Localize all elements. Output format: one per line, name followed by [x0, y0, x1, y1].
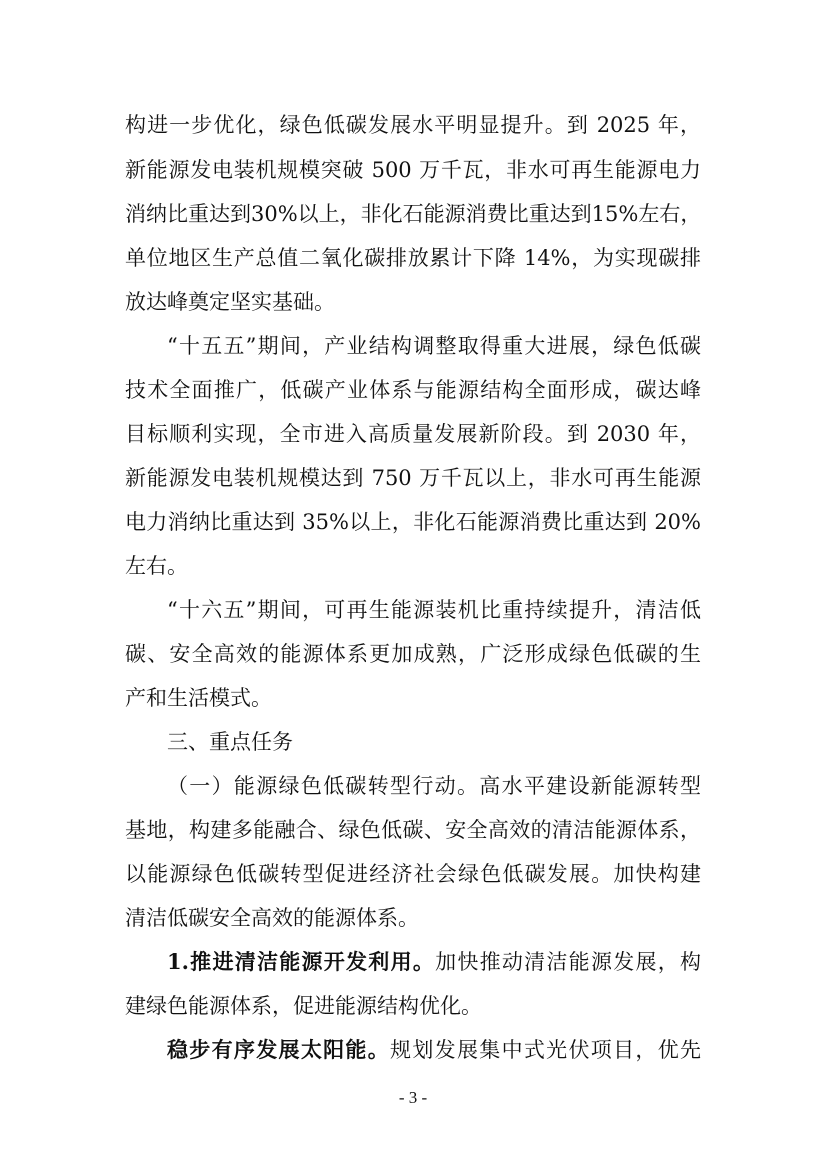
paragraph-line: 基地，构建多能融合、绿色低碳、安全高效的清洁能源体系，	[125, 818, 701, 842]
paragraph-line	[167, 1030, 701, 1070]
paragraph-line	[167, 942, 701, 982]
paragraph-line: 新能源发电装机规模突破 500 万千瓦，非水可再生能源电力	[125, 158, 701, 182]
page-number: - 3 -	[398, 1088, 428, 1107]
paragraph-line: “十五五”期间，产业结构调整取得重大进展，绿色低碳	[167, 334, 701, 358]
paragraph-line: 清洁低碳安全高效的能源体系。	[125, 906, 419, 930]
paragraph-line: 单位地区生产总值二氧化碳排放累计下降 14%，为实现碳排	[125, 246, 701, 270]
paragraph-line: 消纳比重达到30%以上，非化石能源消费比重达到15%左右，	[125, 202, 701, 226]
paragraph-line: 碳、安全高效的能源体系更加成熟，广泛形成绿色低碳的生	[125, 642, 701, 666]
paragraph-line: 放达峰奠定坚实基础。	[125, 290, 335, 314]
body-text: 规划发展集中式光伏项目，优先	[390, 1038, 701, 1062]
paragraph-line: 建绿色能源体系，促进能源结构优化。	[125, 994, 482, 1018]
paragraph-line: “十六五”期间，可再生能源装机比重持续提升，清洁低	[167, 598, 701, 622]
paragraph-line: 左右。	[125, 554, 188, 578]
bold-lead-text: 1.推进清洁能源开发利用。	[167, 949, 436, 974]
paragraph-line: 构进一步优化，绿色低碳发展水平明显提升。到 2025 年，	[125, 113, 701, 137]
bold-lead-text: 稳步有序发展太阳能。	[167, 1037, 391, 1062]
paragraph-line: （一）能源绿色低碳转型行动。高水平建设新能源转型	[167, 774, 701, 798]
paragraph-line: 目标顺利实现，全市进入高质量发展新阶段。到 2030 年，	[125, 422, 701, 446]
paragraph-line: 以能源绿色低碳转型促进经济社会绿色低碳发展。加快构建	[125, 862, 701, 886]
paragraph-line: 技术全面推广，低碳产业体系与能源结构全面形成，碳达峰	[125, 378, 701, 402]
body-text: 加快推动清洁能源发展，构	[435, 950, 701, 974]
paragraph-line: 新能源发电装机规模达到 750 万千瓦以上，非水可再生能源	[125, 466, 701, 490]
section-heading: 三、重点任务	[167, 730, 293, 754]
paragraph-line: 产和生活模式。	[125, 686, 272, 710]
paragraph-line: 电力消纳比重达到 35%以上，非化石能源消费比重达到 20%	[125, 510, 701, 534]
